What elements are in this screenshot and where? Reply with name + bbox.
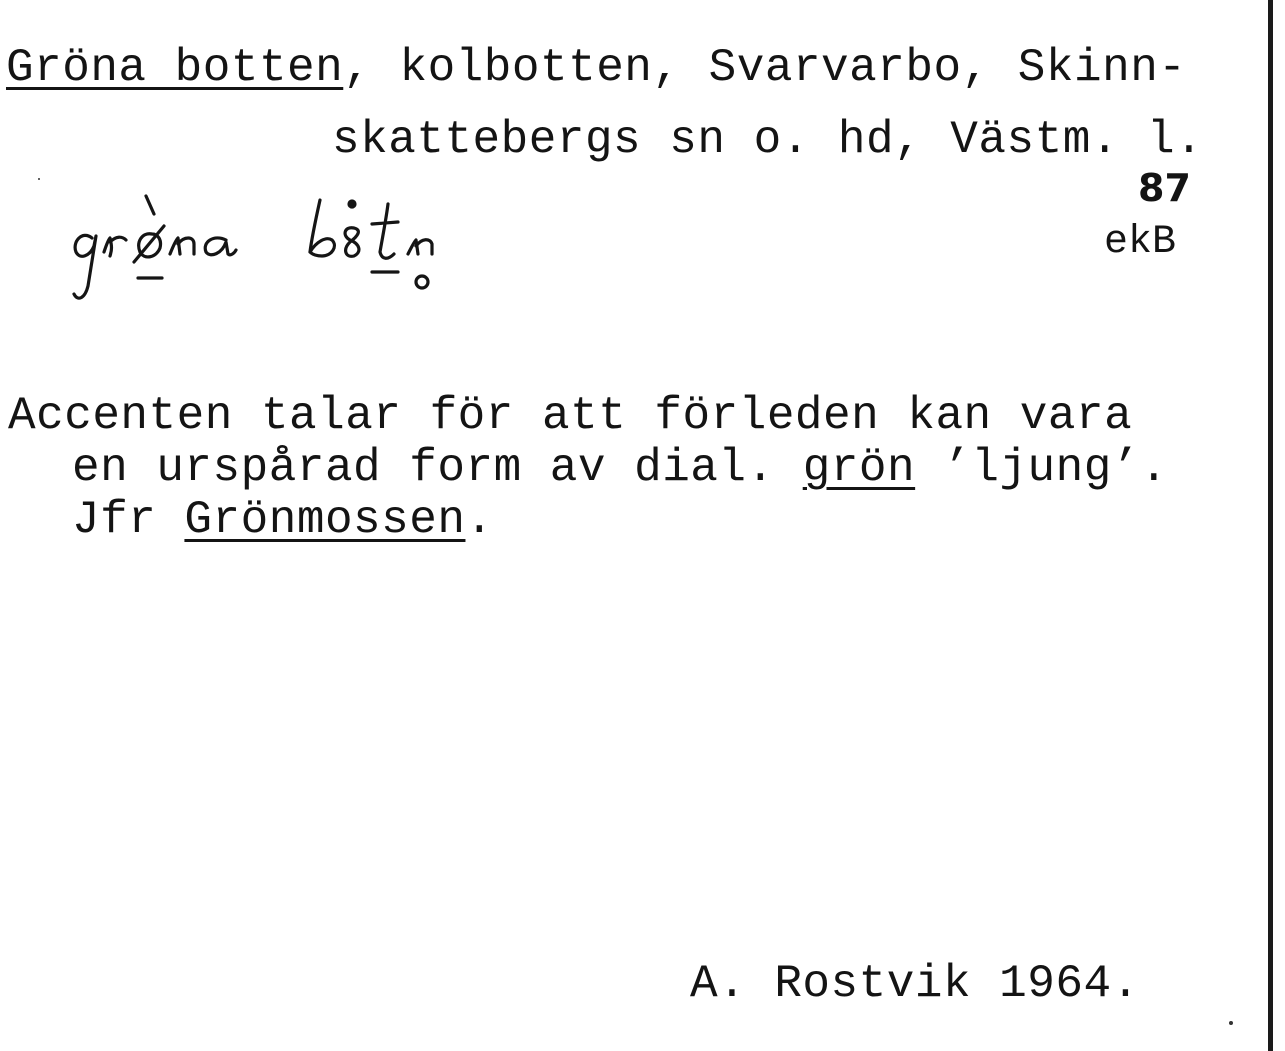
headword: Gröna botten [6,42,344,94]
note-line-3-start: Jfr [72,494,185,546]
note-line-3-end: . [465,494,494,546]
title-line-1-rest: , kolbotten, Svarvarbo, Skinn- [343,42,1187,94]
archive-code: ekB [1104,220,1177,265]
note-line-1: Accenten talar för att förleden kan vara [8,390,1133,442]
title-line-2: skattebergs sn o. hd, Västm. l. [332,114,1204,166]
handwritten-pronunciation [70,190,500,325]
ink-speck [1229,1021,1233,1025]
note-line-2 [72,442,1168,494]
page-number: 87 [1138,166,1191,210]
card-right-edge [1268,0,1273,1051]
title-line-1 [6,42,1186,94]
cross-reference: Grönmossen [184,494,466,546]
note-line-3 [72,494,494,546]
note-line-2-start: en urspårad form av dial. [72,442,803,494]
signature-line: A. Rostvik 1964. [690,958,1140,1010]
ink-speck [38,178,40,180]
note-line-2-end: ’ljung’. [915,442,1169,494]
handwriting-drawing [70,190,500,320]
dialect-word: grön [802,442,916,494]
